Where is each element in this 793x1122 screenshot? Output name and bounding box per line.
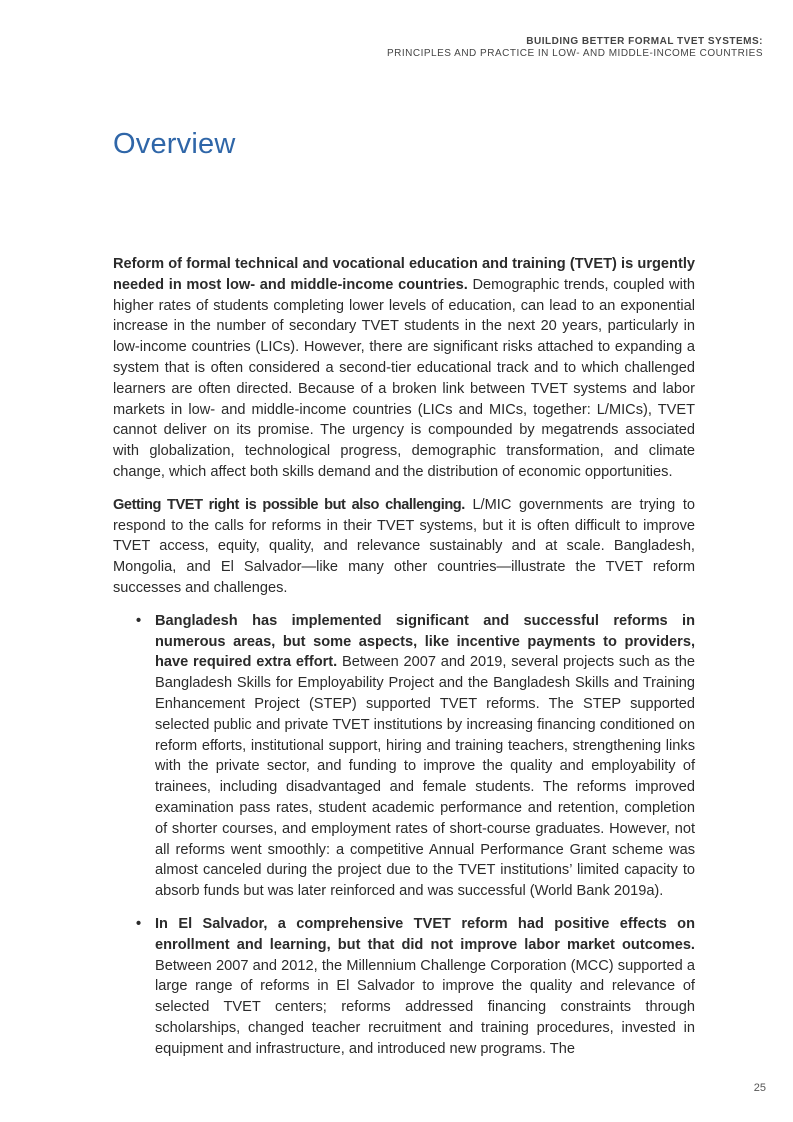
list-item-bangladesh [136, 611, 695, 902]
bullet-dot-icon: • [136, 612, 142, 629]
running-header-line-1: BUILDING BETTER FORMAL TVET SYSTEMS: [526, 36, 763, 47]
list-item-body: Between 2007 and 2012, the Millennium Challenge Corporation (MCC) supported a large range of reforms in El Salvador to improve the quality and relevance of selected TVET centers; reforms addressed financing constraints through scholarships, changed teacher recruitment and training procedures, invested in equipment and infrastructure, and introduced new programs. The [155, 957, 695, 1057]
paragraph-getting-tvet-right [113, 495, 695, 599]
paragraph-lead: Getting TVET right is possible but also challenging. [113, 496, 465, 513]
paragraph-reform [113, 254, 695, 483]
page-title: Overview [113, 128, 236, 160]
paragraph-body: L/MIC governments are trying to respond to the calls for reforms in their TVET systems, but it is often difficult to improve TVET access, equity, quality, and relevance sustainably and at scale. Bangladesh, Mongolia, and El Salvador—like many other countries—illustrate the TVET reform successes and challenges. [113, 496, 695, 596]
paragraph-body: Demographic trends, coupled with higher rates of students completing lower levels of education, can lead to an exponential increase in the number of secondary TVET students in the next 20 years, particularly in low-income countries (LICs). However, there are significant risks attached to expanding a system that is often considered a second-tier educational track and to which challenged learners are often directed. Because of a broken link between TVET systems and labor markets in low- and middle-income countries (LICs and MICs, together: L/MICs), TVET cannot deliver on its promise. The urgency is compounded by megatrends associated with globalization, technological progress, demographic transformation, and climate change, which affect both skills demand and the distribution of economic opportunities. [113, 276, 696, 480]
country-examples-list [113, 611, 695, 1060]
bullet-dot-icon: • [136, 915, 142, 932]
list-item-body: Between 2007 and 2019, several projects such as the Bangladesh Skills for Employability Project and the Bangladesh Skills and Training Enhancement Project (STEP) supported TVET reforms. The STEP supported selected public and private TVET institutions by increasing financing conditioned on reform efforts, institutional support, hiring and training teachers, strengthening links with the private sector, and funding to improve the quality and employability of trainees, including disadvantaged and female students. The reforms improved examination pass rates, student academic performance and retention, completion of shorter courses, and employment rates of short-course graduates. However, not all reforms went smoothly: a competitive Annual Performance Grant scheme was almost canceled during the project due to the TVET institutions’ limited capacity to absorb funds but was later reinforced and was successful (World Bank 2019a). [155, 654, 695, 900]
running-header [387, 36, 763, 60]
running-header-line-2: PRINCIPLES AND PRACTICE IN LOW- AND MIDDLE-INCOME COUNTRIES [386, 48, 763, 59]
body-text [113, 254, 695, 1071]
list-item-lead: Bangladesh has implemented significant and successful reforms in numerous areas, but some aspects, like incentive payments to providers, have required extra effort. [155, 612, 695, 671]
paragraph-lead: Reform of formal technical and vocational education and training (TVET) is urgently needed in most low- and middle-income countries. [113, 256, 695, 293]
page-number: 25 [753, 1082, 766, 1094]
list-item-el-salvador [136, 914, 695, 1060]
list-item-lead: In El Salvador, a comprehensive TVET reform had positive effects on enrollment and learning, but that did not improve labor market outcomes. [155, 915, 695, 953]
